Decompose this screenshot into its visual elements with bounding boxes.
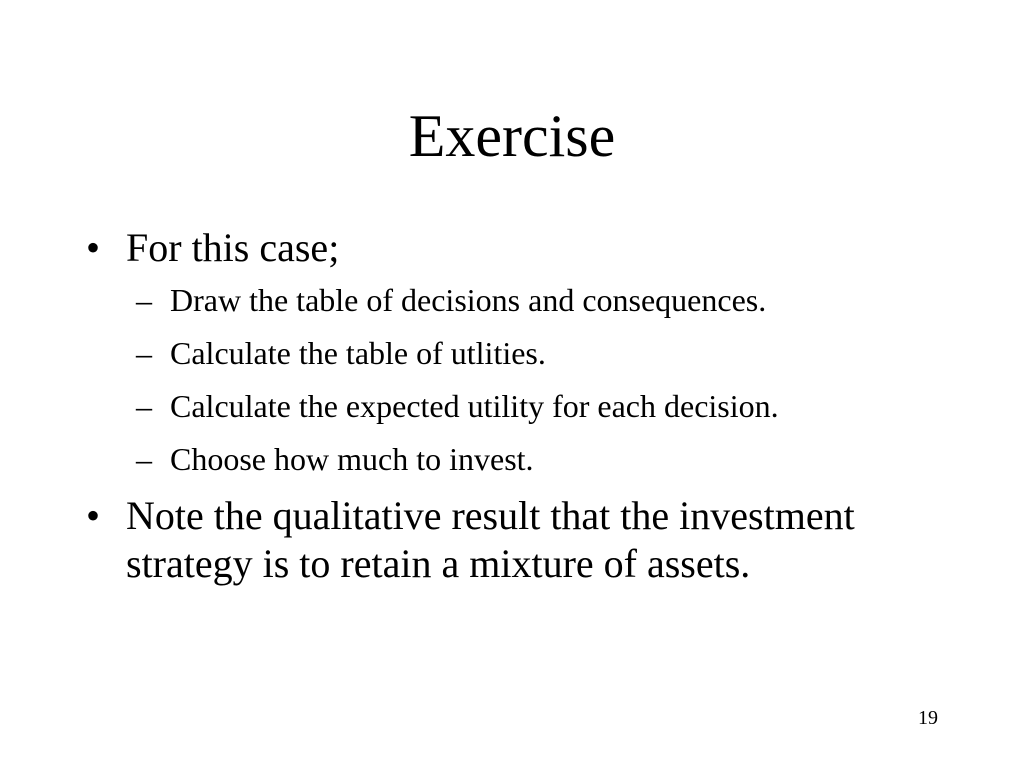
sub-bullet-item — [86, 280, 946, 320]
sub-bullet-marker: – — [136, 335, 152, 371]
slide-title: Exercise — [408, 103, 616, 169]
sub-bullet-item — [86, 439, 946, 479]
sub-bullet-text: Draw the table of decisions and consequences. — [170, 282, 767, 318]
sub-bullet-list — [86, 280, 946, 479]
slide-body — [86, 224, 946, 596]
sub-bullet-item — [86, 333, 946, 373]
page-number: 19 — [918, 707, 938, 729]
sub-bullet-marker: – — [136, 441, 152, 477]
bullet-item — [86, 224, 946, 272]
bullet-text: Note the qualitative result that the investment strategy is to retain a mixture of assets. — [126, 493, 855, 586]
sub-bullet-marker: – — [136, 282, 152, 318]
bullet-text: For this case; — [126, 225, 340, 270]
bullet-marker: • — [86, 493, 101, 538]
sub-bullet-marker: – — [136, 388, 152, 424]
sub-bullet-text: Choose how much to invest. — [170, 441, 534, 477]
sub-bullet-text: Calculate the expected utility for each decision. — [170, 388, 779, 424]
sub-bullet-item — [86, 386, 946, 426]
sub-bullet-text: Calculate the table of utlities. — [170, 335, 546, 371]
bullet-item — [86, 492, 946, 588]
bullet-marker: • — [86, 225, 101, 270]
